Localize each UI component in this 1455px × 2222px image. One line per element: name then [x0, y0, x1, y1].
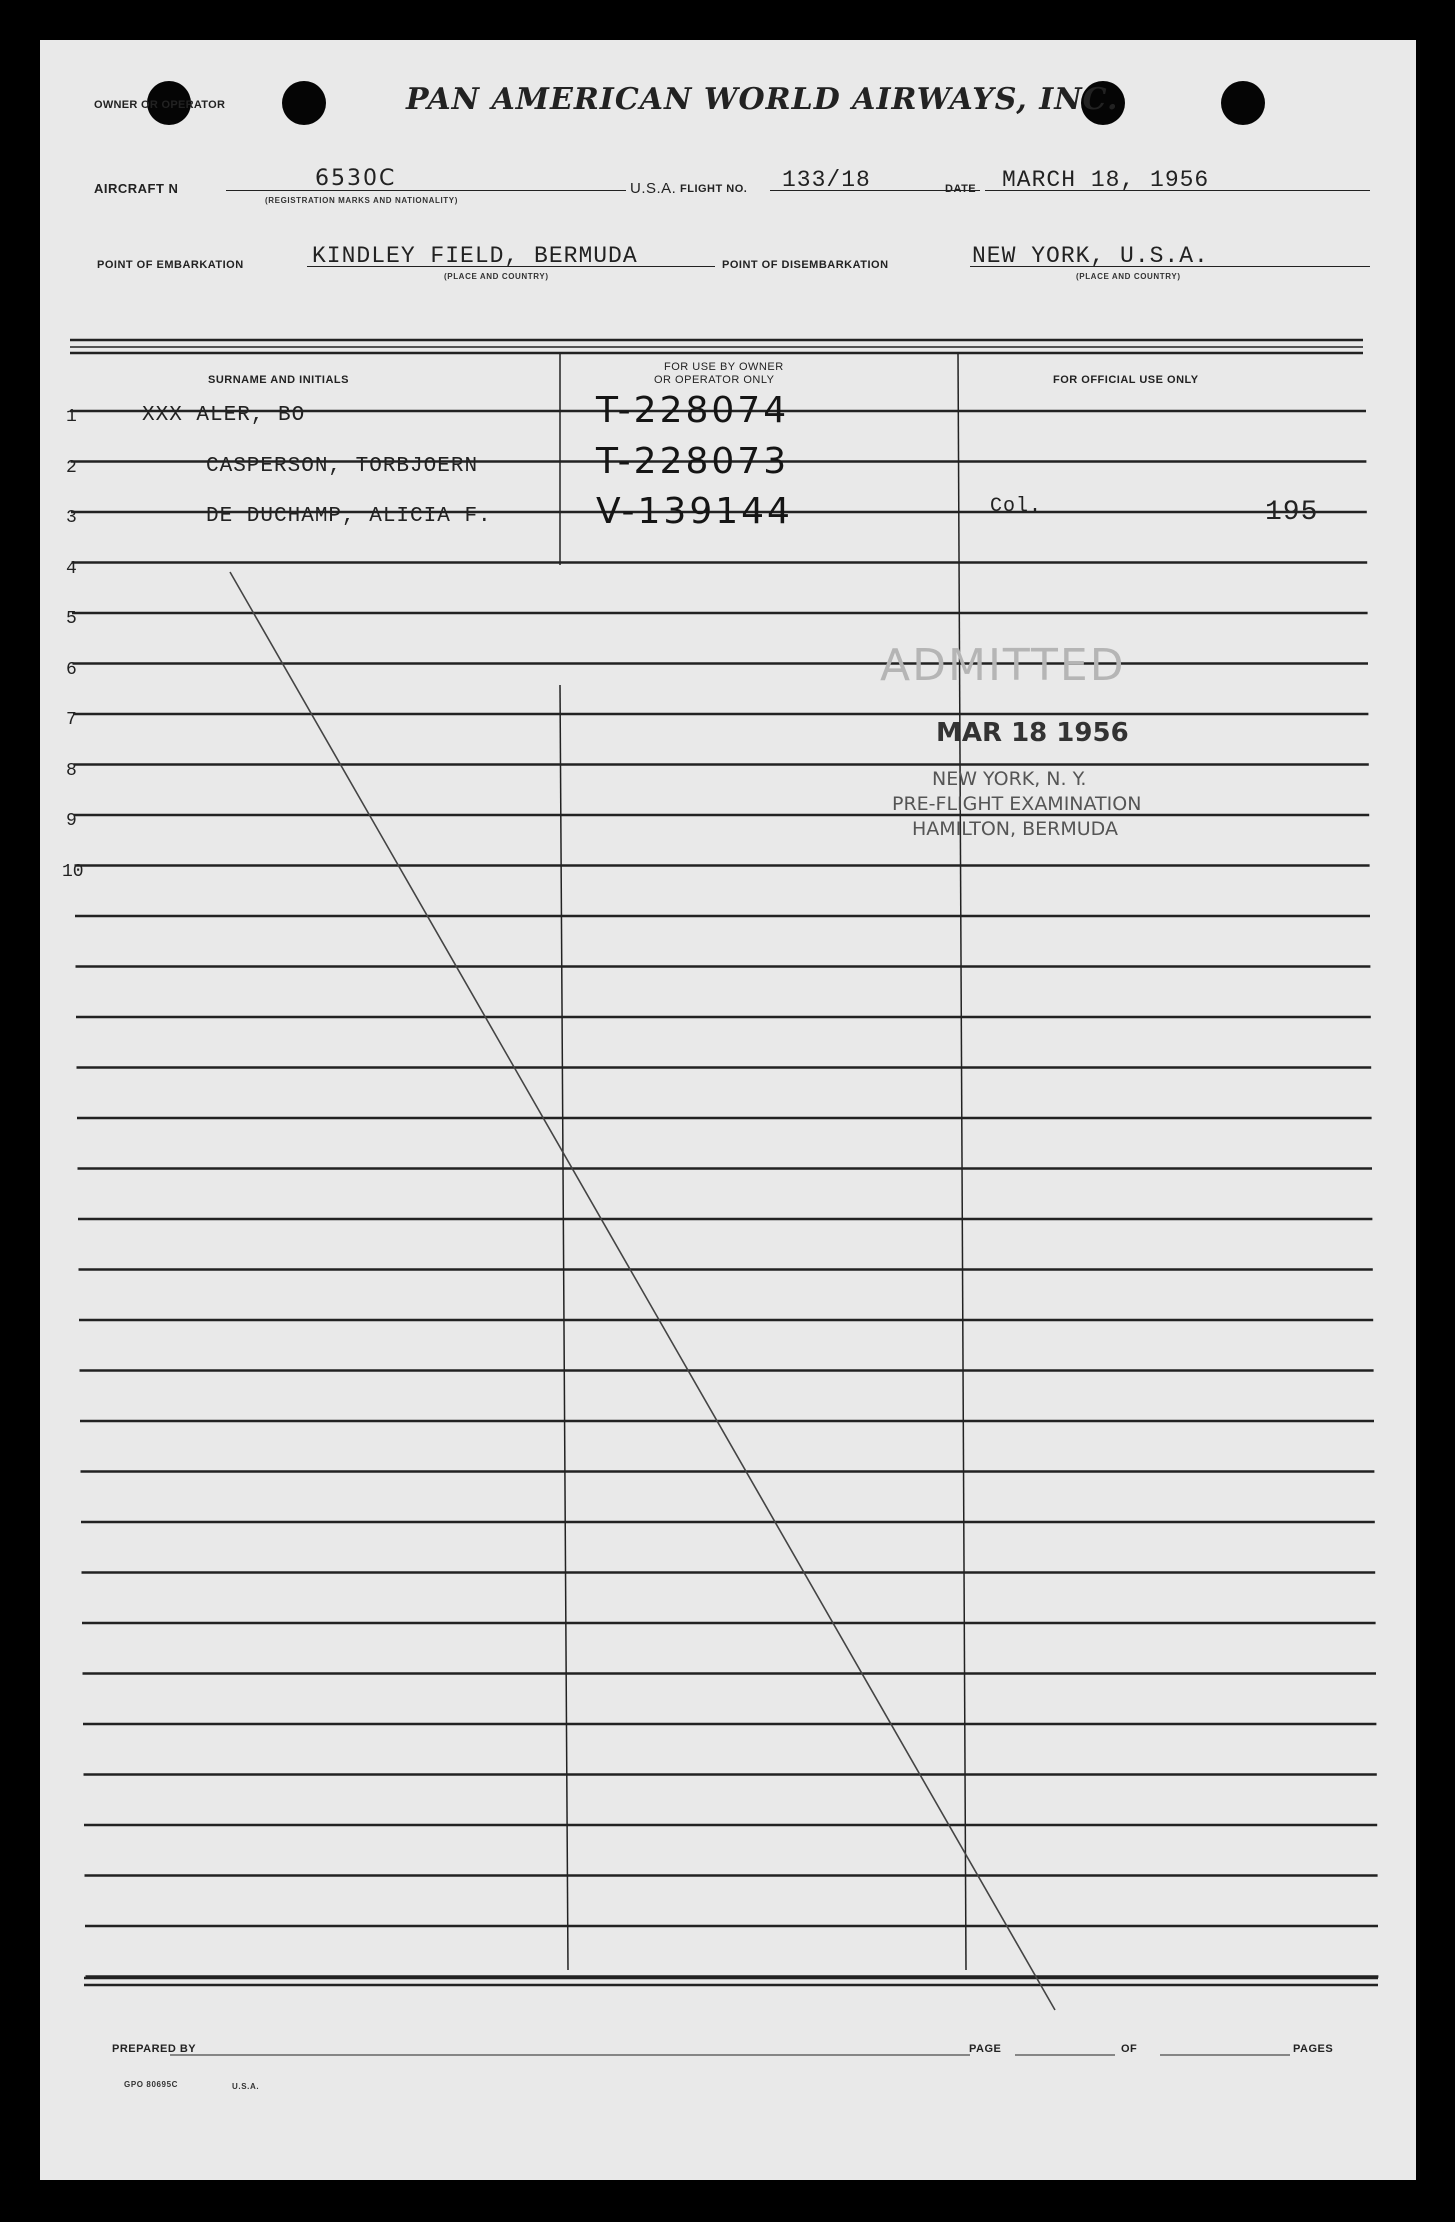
usa-label: U.S.A.: [630, 180, 677, 197]
stamp-date: MAR 18 1956: [936, 718, 1129, 748]
of-label: OF: [1121, 2043, 1138, 2055]
stamp-admitted: ADMITTED: [880, 640, 1126, 691]
flight-number-value: 133/18: [782, 167, 871, 193]
disembarkation-value: NEW YORK, U.S.A.: [972, 243, 1209, 269]
printer-seal: U.S.A.: [232, 2082, 260, 2091]
row-number: 5: [66, 609, 77, 629]
official-use-entry: Col.: [990, 495, 1043, 518]
column-header-surname: SURNAME AND INITIALS: [208, 374, 349, 386]
row-number: 7: [66, 710, 77, 730]
page-label: PAGE: [969, 2043, 1002, 2055]
column-header-official-use: FOR OFFICIAL USE ONLY: [1053, 374, 1199, 386]
row-number: 3: [66, 508, 77, 528]
row-number: 9: [66, 811, 77, 831]
date-label: DATE: [945, 183, 977, 195]
company-name: PAN AMERICAN WORLD AIRWAYS, INC.: [406, 82, 1119, 117]
stamp-line-1: NEW YORK, N. Y.: [932, 768, 1087, 790]
row-number: 2: [66, 457, 77, 478]
passenger-name: XXX ALER, BO: [142, 404, 306, 427]
column-header-owner-use-line1: FOR USE BY OWNER: [664, 361, 784, 373]
prepared-by-label: PREPARED BY: [112, 2043, 197, 2055]
stamp-line-2: PRE-FLIGHT EXAMINATION: [892, 793, 1142, 815]
date-value: MARCH 18, 1956: [1002, 167, 1210, 193]
row-number: 4: [66, 558, 77, 579]
official-use-number: 195: [1265, 497, 1319, 528]
owner-use-entry: T-228073: [596, 440, 790, 482]
pages-label: PAGES: [1293, 2043, 1334, 2055]
passenger-manifest-page: [40, 40, 1416, 2180]
owner-operator-label: OWNER OR OPERATOR: [94, 99, 226, 111]
embarkation-value: KINDLEY FIELD, BERMUDA: [312, 243, 638, 269]
owner-use-entry: T-228074: [596, 390, 790, 431]
column-header-owner-use-line2: OR OPERATOR ONLY: [654, 374, 775, 386]
disembarkation-label: POINT OF DISEMBARKATION: [722, 259, 889, 271]
row-number: 10: [62, 861, 84, 882]
registration-caption: (REGISTRATION MARKS AND NATIONALITY): [265, 196, 458, 205]
stamp-line-3: HAMILTON, BERMUDA: [912, 818, 1118, 840]
flight-number-label: FLIGHT NO.: [680, 183, 748, 195]
aircraft-registration-value: 6530C: [315, 166, 397, 191]
aircraft-label: AIRCRAFT N: [94, 181, 179, 196]
owner-use-entry: V-139144: [596, 491, 793, 532]
embarkation-label: POINT OF EMBARKATION: [97, 259, 244, 271]
passenger-name: DE DUCHAMP, ALICIA F.: [206, 505, 492, 528]
passenger-name: CASPERSON, TORBJOERN: [206, 454, 479, 478]
row-number: 8: [66, 760, 77, 781]
row-number: 1: [66, 407, 77, 427]
disembarkation-caption: (PLACE AND COUNTRY): [1076, 272, 1181, 281]
form-number: GPO 80695C: [124, 2080, 179, 2089]
embarkation-caption: (PLACE AND COUNTRY): [444, 272, 549, 281]
row-number: 6: [66, 659, 77, 680]
